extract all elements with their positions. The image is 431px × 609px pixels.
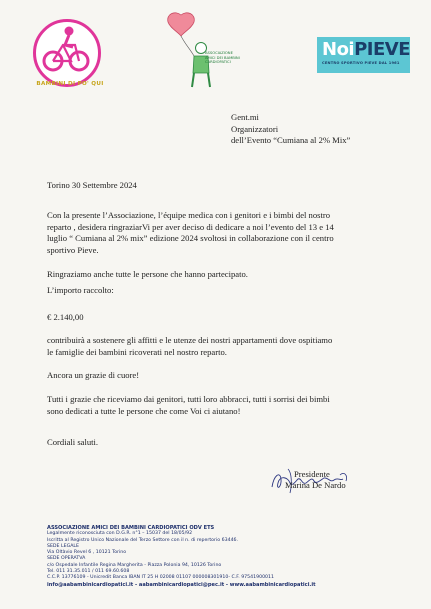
footer-contacts: info@aabambinicardiopatici.it - aabambinicardiopatici@pec.it - www.aabambinicardiopatici.it	[47, 581, 316, 588]
body-line: luglio “ Cumiana al 2% mix” edizione 2024 svoltosi in collaborazione con il centro	[47, 233, 334, 243]
body-line: reparto , desidera ringraziarVi per aver deciso di dedicare a noi l’evento del 13 e 14	[47, 221, 334, 232]
body-line: Con la presente l’Associazione, l’équipe medica con i genitori e i bimbi del nostro	[47, 210, 331, 220]
amici-logo-text: ASSOCIAZIONE AMICI DEI BAMBINI CARDIOPATICI	[205, 51, 240, 65]
footer-line: SEDE OPERATVA	[47, 556, 86, 562]
footer-line: c/o Ospedale Infantile Regina Margherita - Piazza Polonia 94, 10126 Torino	[47, 562, 222, 568]
body-line: Ancora un grazie di cuore!	[47, 370, 140, 380]
donation-amount: € 2.140,00	[47, 312, 84, 322]
body-line: Ringraziamo anche tutte le persone che hanno partecipato.	[47, 269, 248, 279]
body-line: L’importo raccolto:	[47, 285, 114, 295]
recipient-block	[231, 112, 350, 147]
body-line: le famiglie dei bambini ricoverati nel nostro reparto.	[47, 346, 227, 357]
amici-logo	[163, 11, 283, 91]
recipient-line: Gent.mi	[231, 112, 259, 122]
recipient-line: dell’Evento “Cumiana al 2% Mix”	[231, 135, 351, 145]
footer-line: Iscritta al Registro Unico Nazionale del Terzo Settore con il n. di repertorio 63446.	[47, 537, 239, 543]
body-line: sono dedicati a tutte le persone che come Voi ci aiutano!	[47, 405, 241, 416]
footer-line: C.C.P. 13776109 - Unicredit Banca IBAN IT 25 H 02008 01107 000008301910- C.F. 97541900011	[47, 575, 274, 581]
body-line: Tutti i grazie che riceviamo dai genitori, tutti loro abbracci, tutti i sorrisi dei bimbi	[47, 394, 330, 404]
cyclist-icon	[27, 17, 107, 87]
body-line: contribuirà a sostenere gli affitti e le utenze dei nostri appartamenti dove ospitiamo	[47, 335, 333, 345]
noi-pieve-logo	[317, 37, 410, 73]
footer-line: Via Oltàvio Revel 6 , 10121 Torino	[47, 550, 127, 556]
body-line: sportivo Pieve.	[47, 244, 99, 255]
letter-date: Torino 30 Settembre 2024	[47, 180, 137, 190]
bambini-logo-text: BAMBINI DI PO' QUI	[36, 81, 104, 87]
noi-pieve-brand: NoiPIEVE	[322, 39, 411, 60]
signature-role: Presidente	[294, 469, 330, 479]
closing: Cordiali saluti.	[47, 437, 99, 447]
footer-org-name: ASSOCIAZIONE AMICI DEI BAMBINI CARDIOPATICI ODV ETS	[47, 525, 215, 531]
signature-name: Marina De Nardo	[285, 480, 346, 490]
footer-line: Tel. 011 31.35.011 / 011 69.60.608	[47, 569, 130, 575]
footer-line: SEDE LEGALE	[47, 543, 79, 549]
recipient-line: Organizzatori	[231, 123, 279, 134]
letter-footer	[47, 525, 316, 588]
noi-pieve-subtitle: CENTRO SPORTIVO PIEVE DAL 1961	[322, 61, 400, 65]
bambini-logo	[27, 17, 107, 87]
footer-line: Legalmente riconosciuta con D.G.R. n°1 – 15037 del 18/05/92	[47, 531, 193, 537]
